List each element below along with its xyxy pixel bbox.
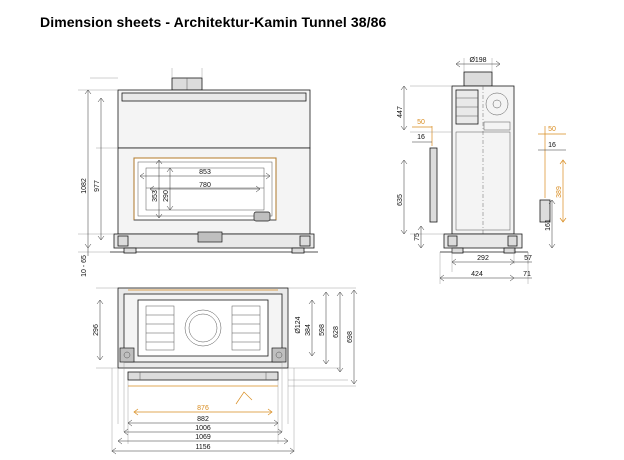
dim-384: 384 bbox=[305, 324, 312, 336]
top-plan-view bbox=[93, 288, 357, 454]
page-title: Dimension sheets - Architektur-Kamin Tunnel 38/86 bbox=[40, 14, 387, 30]
dim-882: 882 bbox=[197, 416, 209, 423]
dim-876: 876 bbox=[197, 405, 209, 412]
dim-duct-diameter: Ø124 bbox=[295, 316, 302, 334]
dim-base-height: 75 bbox=[414, 233, 421, 241]
dim-offset-left-2: 16 bbox=[417, 134, 425, 141]
dim-height-upper: 447 bbox=[397, 106, 404, 118]
dim-598: 598 bbox=[319, 324, 326, 336]
dim-1156: 1156 bbox=[195, 444, 211, 451]
dim-height-overall: 1082 bbox=[81, 178, 88, 194]
dim-depth-inner: 292 bbox=[477, 255, 489, 262]
dim-opening-height: 353 bbox=[152, 190, 159, 202]
dim-accent-height: 389 bbox=[556, 186, 563, 198]
dim-offset-right-2: 16 bbox=[548, 142, 556, 149]
dim-height-lower: 635 bbox=[397, 194, 404, 206]
dim-base-adjust: 10 - 65 bbox=[81, 255, 88, 277]
side-elevation-view bbox=[397, 57, 566, 284]
dim-628: 628 bbox=[333, 326, 340, 338]
dim-698: 698 bbox=[347, 331, 354, 343]
front-elevation-view bbox=[78, 68, 318, 277]
dim-offset-left: 50 bbox=[417, 119, 425, 126]
dim-base-right: 161 bbox=[545, 219, 552, 231]
dim-1006: 1006 bbox=[195, 425, 211, 432]
dim-depth-foot: 71 bbox=[523, 271, 531, 278]
dim-depth-total: 424 bbox=[471, 271, 483, 278]
dim-glass-width: 780 bbox=[199, 182, 211, 189]
dim-offset-right: 50 bbox=[548, 126, 556, 133]
dim-depth-right: 57 bbox=[524, 255, 532, 262]
dim-glass-height: 290 bbox=[163, 190, 170, 202]
dim-flue-diameter: Ø198 bbox=[469, 57, 487, 64]
dim-height-inner: 977 bbox=[94, 180, 101, 192]
dim-opening-width: 853 bbox=[199, 169, 211, 176]
dim-1069: 1069 bbox=[195, 434, 211, 441]
dim-depth-296: 296 bbox=[93, 324, 100, 336]
